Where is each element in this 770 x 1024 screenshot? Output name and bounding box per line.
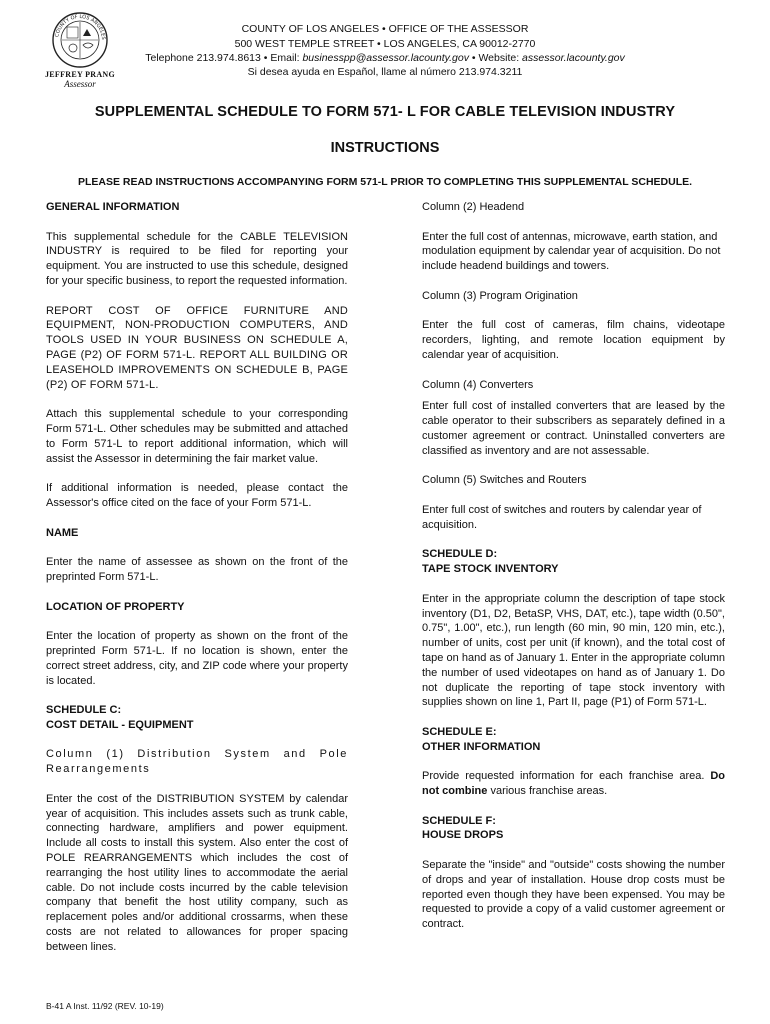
schedule-f-paragraph: Separate the "inside" and "outside" costs showing the number of drops and year of installation. House drop costs must be reported even though they have been expensed. You may be requested to provide a copy of a valid customer agreement or contract. — [422, 859, 725, 931]
column-5-paragraph: Enter full cost of switches and routers by calendar year of acquisition. — [422, 503, 702, 531]
website-link[interactable]: assessor.lacounty.gov — [522, 52, 625, 64]
column-1-paragraph: Enter the cost of the DISTRIBUTION SYSTEM by calendar year of acquisition. This includes assets such as trunk cable, connecting hardware, amplifiers and power equipment. Include all costs to install this system. Also enter the cost of POLE REARRANGEMENTS which includes the cost of rearranging the host utility lines to accommodate the aerial cable. Do not include costs incurred by the cable television company that benefit the host utility company, such as replacement poles and/or additional crossarms, when these costs are not related to allowances for proper spacing between lines. — [46, 792, 348, 953]
general-paragraph-3: Attach this supplemental schedule to your corresponding Form 571-L. Other schedules may be submitted and attached to Form 571-L to report additional information, which will assist the Assessor in determining the fair market value. — [46, 408, 348, 465]
location-heading: LOCATION OF PROPERTY — [46, 600, 185, 613]
tape-stock-inventory-heading: TAPE STOCK INVENTORY — [422, 563, 559, 576]
general-paragraph-1: This supplemental schedule for the CABLE TELEVISION INDUSTRY is required to be filed for reporting your equipment. You are instructed to use this schedule, designed for your specific business, to report the requested information. — [46, 230, 348, 287]
left-column — [46, 200, 348, 969]
do-not-combine-emphasis: Do not combine — [422, 770, 725, 798]
column-4-paragraph: Enter full cost of installed converters that are leased by the cable operator to their subscribers as separately defined in a customer agreement or contract. Uninstalled converters are classified as inventory and are not assessable. — [422, 400, 725, 457]
form-revision-footer: B-41 A Inst. 11/92 (REV. 10-19) — [46, 1001, 164, 1011]
right-column — [422, 200, 725, 947]
schedule-e-text-2: various franchise areas. — [487, 785, 608, 798]
assessor-name: JEFFREY PRANG — [44, 70, 116, 79]
address-line: 500 WEST TEMPLE STREET • LOS ANGELES, CA 90012-2770 — [234, 38, 536, 50]
cost-detail-equipment-heading: COST DETAIL - EQUIPMENT — [46, 718, 194, 731]
column-3-heading: Column (3) Program Origination — [422, 289, 578, 302]
schedule-d-heading: SCHEDULE D: — [422, 548, 498, 561]
schedule-c-heading: SCHEDULE C: — [46, 704, 122, 717]
spanish-help-line: Si desea ayuda en Español, llame al número 213.974.3211 — [247, 66, 523, 78]
general-information-heading: GENERAL INFORMATION — [46, 201, 180, 213]
column-3-paragraph: Enter the full cost of cameras, film chains, videotape recorders, lighting, and remote location equipment by calendar year of acquisition. — [422, 319, 725, 361]
location-paragraph: Enter the location of property as shown on the front of the preprinted Form 571-L. If no location is shown, enter the correct street address, city, and ZIP code where your property is located. — [46, 630, 348, 687]
website-prefix: • Website: — [468, 52, 523, 64]
county-seal-logo — [52, 12, 108, 68]
svg-text:COUNTY OF LOS ANGELES: COUNTY OF LOS ANGELES — [54, 13, 107, 41]
column-2-heading: Column (2) Headend — [422, 201, 525, 213]
schedule-f-heading: SCHEDULE F: — [422, 814, 496, 827]
document-title: SUPPLEMENTAL SCHEDULE TO FORM 571- L FOR CABLE TELEVISION INDUSTRY — [94, 104, 676, 120]
schedule-d-paragraph: Enter in the appropriate column the description of tape stock inventory (D1, D2, BetaSP, VHS, DAT, etc.), tape width (0.50", 0.75", 1.00", etc.), run length (60 min, 90 min, 120 min, etc.), number of units, cost per unit (if known), and the total cost of tape on hand as of January 1. Enter in the appropriate column the number of used videotapes on hand as of January 1. Do not duplicate the reporting of tape stock inventory with supplies shown on line 1, Part II, page (P1) of Form 571-L. — [422, 592, 725, 709]
general-paragraph-2: REPORT COST OF OFFICE FURNITURE AND EQUIPMENT, NON-PRODUCTION COMPUTERS, AND TOOLS USED IN YOUR BUSINESS ON SCHEDULE A, PAGE (P2) OF FORM 571-L. REPORT ALL BUILDING OR LEASEHOLD IMPROVEMENTS ON SCHEDULE B, PAGE (P2) OF FORM 571-L. — [46, 304, 348, 391]
assessor-title: Assessor — [64, 79, 96, 89]
read-instructions-notice: PLEASE READ INSTRUCTIONS ACCOMPANYING FORM 571-L PRIOR TO COMPLETING THIS SUPPLEMENTAL SCHEDULE. — [77, 176, 693, 188]
other-information-heading: OTHER INFORMATION — [422, 740, 541, 753]
column-1-heading: Column (1) Distribution System and Pole Rearrangements — [46, 748, 348, 776]
office-line: COUNTY OF LOS ANGELES • OFFICE OF THE ASSESSOR — [241, 23, 529, 35]
instructions-heading: INSTRUCTIONS — [330, 140, 440, 156]
contact-line — [140, 51, 630, 65]
name-paragraph: Enter the name of assessee as shown on the front of the preprinted Form 571-L. — [46, 556, 348, 583]
general-paragraph-4: If additional information is needed, please contact the Assessor's office cited on the face of your Form 571-L. — [46, 482, 348, 509]
column-4-heading: Column (4) Converters — [422, 378, 534, 391]
contact-prefix: Telephone 213.974.8613 • Email: — [145, 52, 303, 64]
house-drops-heading: HOUSE DROPS — [422, 829, 504, 842]
column-5-heading: Column (5) Switches and Routers — [422, 474, 587, 487]
schedule-e-text-1: Provide requested information for each franchise area. — [422, 770, 711, 783]
email-link[interactable]: businesspp@assessor.lacounty.gov — [302, 52, 469, 64]
column-2-paragraph: Enter the full cost of antennas, microwave, earth station, and modulation equipment by calendar year of acquisition. Do not include headend buildings and towers. — [422, 230, 721, 273]
name-heading: NAME — [46, 526, 79, 539]
schedule-e-paragraph — [422, 769, 725, 799]
schedule-e-heading: SCHEDULE E: — [422, 725, 497, 738]
